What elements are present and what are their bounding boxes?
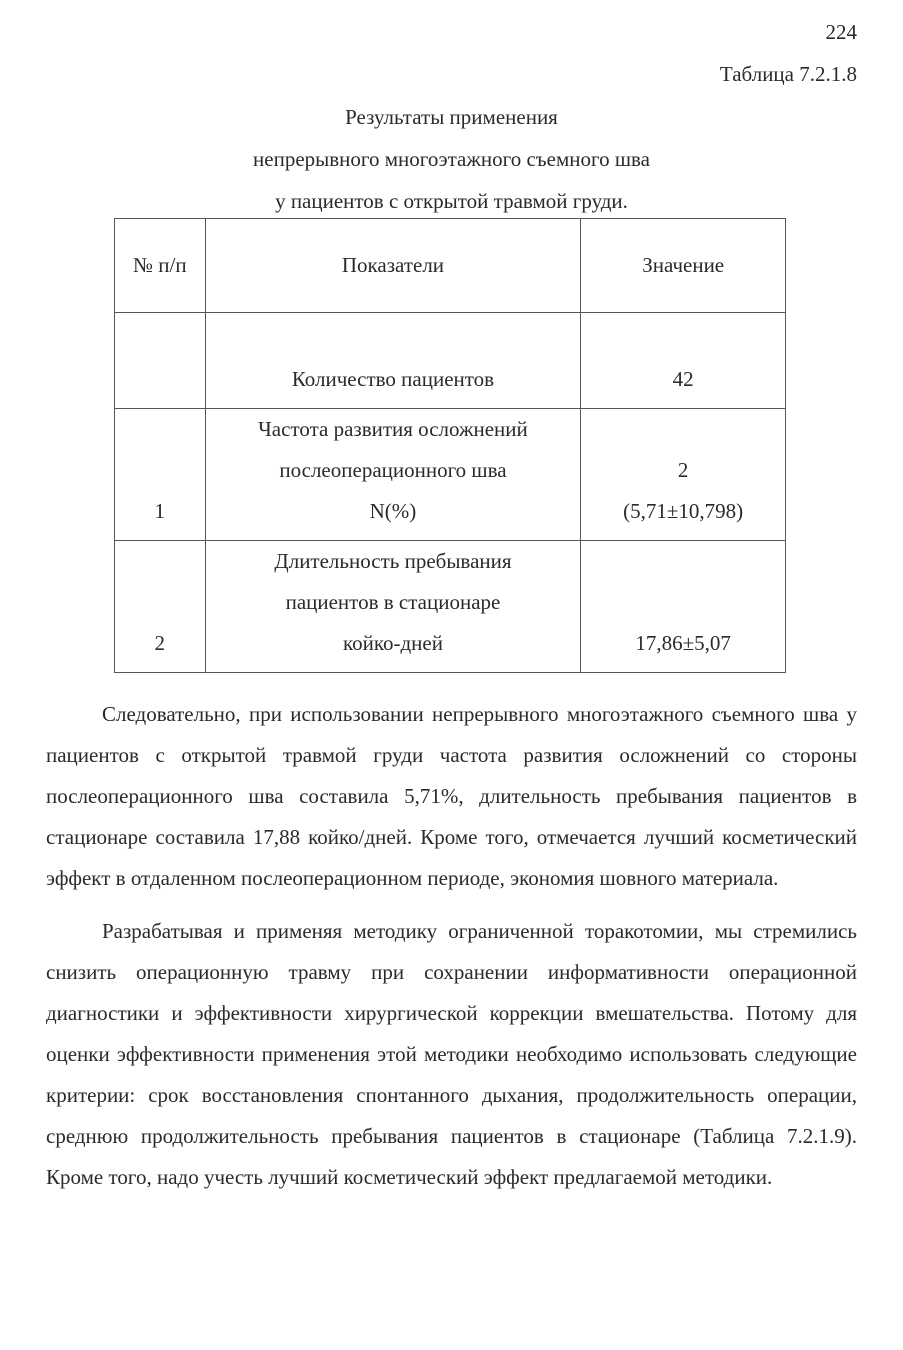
- indicator-line: Длительность пребывания: [274, 549, 512, 573]
- row-num: 1: [115, 409, 206, 541]
- table-row: [115, 541, 786, 673]
- table-row: [115, 313, 786, 409]
- indicator-line: послеоперационного шва: [279, 458, 507, 482]
- row-value: [581, 409, 786, 541]
- table-row: [115, 409, 786, 541]
- body-text: [46, 694, 857, 1210]
- header-num: № п/п: [115, 219, 206, 313]
- table-header-row: [115, 219, 786, 313]
- value-line: (5,71±10,798): [623, 499, 744, 523]
- row-indicator: [205, 313, 581, 409]
- indicator-line: пациентов в стационаре: [285, 590, 501, 614]
- table-title-line: у пациентов с открытой травмой груди.: [275, 189, 628, 213]
- indicator-line: Количество пациентов: [291, 367, 495, 391]
- value-line: 42: [672, 367, 694, 391]
- table-title: [0, 96, 903, 222]
- results-table: [114, 218, 786, 673]
- row-indicator: [205, 409, 581, 541]
- table-title-line: непрерывного многоэтажного съемного шва: [253, 147, 650, 171]
- header-indicator: Показатели: [205, 219, 581, 313]
- table-title-line: Результаты применения: [345, 105, 558, 129]
- row-indicator: [205, 541, 581, 673]
- indicator-line: N(%): [369, 499, 417, 523]
- indicator-line: Частота развития осложнений: [258, 417, 528, 441]
- page-number: 224: [825, 20, 857, 44]
- value-line: 2: [677, 458, 689, 482]
- value-line: 17,86±5,07: [635, 631, 731, 655]
- paragraph: Разрабатывая и применяя методику ограниченной торакотомии, мы стремились снизить операционную травму при сохранении информативности операционной диагностики и эффективности хирургической коррекции вмешательства. Потому для оценки эффективности применения этой методики необходимо использовать следующие критерии: срок восстановления спонтанного дыхания, продолжительность операции, среднюю продолжительность пребывания пациентов в стационаре (Таблица 7.2.1.9). Кроме того, надо учесть лучший косметический эффект предлагаемой методики.: [46, 919, 857, 1189]
- row-num: [115, 313, 206, 409]
- row-value: [581, 313, 786, 409]
- indicator-line: койко-дней: [342, 631, 443, 655]
- paragraph: Следовательно, при использовании непрерывного многоэтажного съемного шва у пациентов с открытой травмой груди частота развития осложнений со стороны послеоперационного шва составила 5,71%, длительность пребывания пациентов в стационаре составила 17,88 койко/дней. Кроме того, отмечается лучший косметический эффект в отдаленном послеоперационном периоде, экономия шовного материала.: [46, 702, 857, 890]
- table-label: Таблица 7.2.1.8: [719, 62, 857, 86]
- row-num: 2: [115, 541, 206, 673]
- header-value: Значение: [581, 219, 786, 313]
- row-value: [581, 541, 786, 673]
